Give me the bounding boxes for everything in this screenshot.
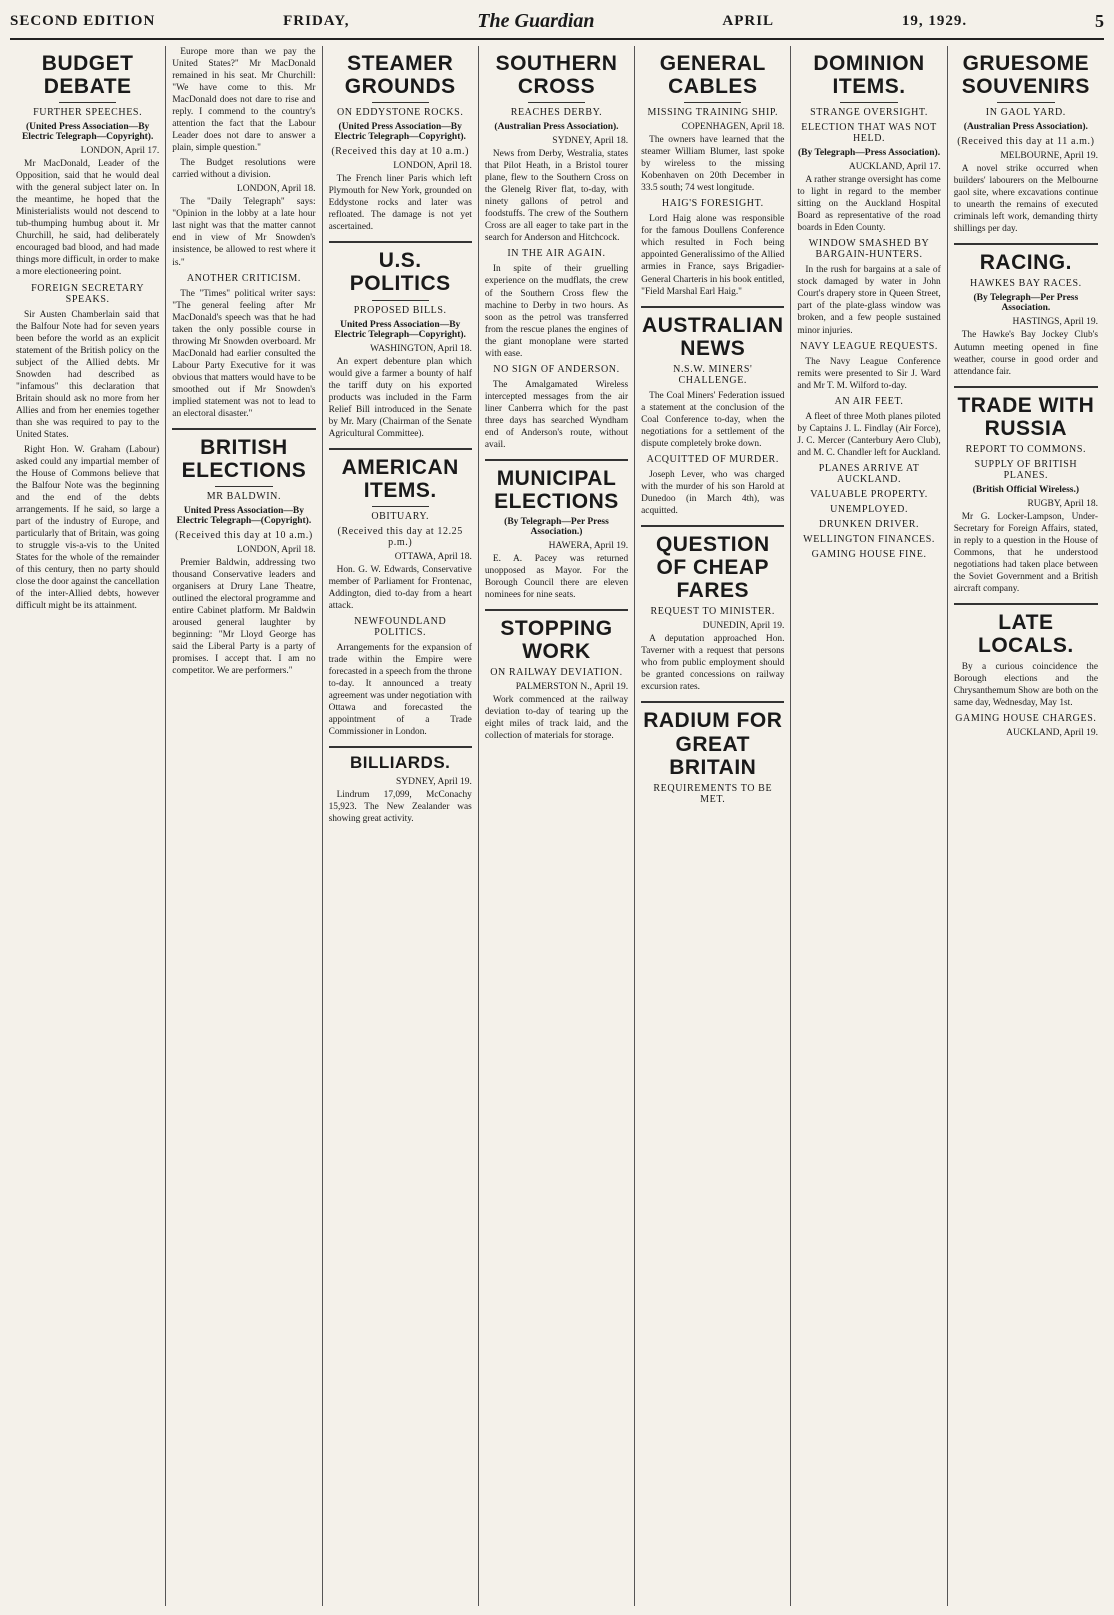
dateline: LONDON, April 18. [393,161,472,172]
dateline: HASTINGS, April 19. [1012,317,1098,328]
source-line: United Press Association—By Electric Telegraph—Copyright). [334,319,466,340]
article-paragraph: An expert debenture plan which would give a farmer a bounty of half the tariff duty on his exported products was included in the Farm Relief Bill introduced in the Senate by Mr. Mary (Chairman of the Senate Agricultural Committee). [328,356,472,439]
article-paragraph: The Navy League Conference remits were presented to Sir J. Ward and Mr T. M. Wilford to-day. [797,356,941,391]
divider [372,506,429,507]
dateline: SYDNEY, April 19. [396,777,472,787]
subheading: ELECTION THAT WAS NOT HELD. [801,122,937,145]
article-paragraph: A novel strike occurred when builders' labourers on the Melbourne gaol site, where excavations continue to unearth the remains of executed criminals left work, demanding thirty shillings per day. [953,164,1098,235]
headline-stopping-work: STOPPING WORK [500,617,613,664]
month-label: APRIL [722,12,775,29]
article-paragraph: Lord Haig alone was responsible for the famous Doullens Conference which resulted in Foch being appointed Generalissimo of the Allied armies in France, says Brigadier-General Charteris in his book entitled, "Field Marshal Earl Haig." [641,214,785,297]
article-paragraph: E. A. Pacey was returned unopposed as Mayor. For the Borough Council there are eleven nominees for nine seats. [484,554,629,601]
column-1 [10,46,166,1606]
divider [172,428,315,430]
dateline: HAWERA, April 19. [548,541,629,552]
subheading: VALUABLE PROPERTY. [810,488,928,500]
subheading: WINDOW SMASHED BY BARGAIN-HUNTERS. [808,238,930,261]
dateline: RUGBY, April 18. [1027,498,1098,509]
article-paragraph: Arrangements for the expansion of trade within the Empire were forecasted in a speech from the throne to-day. It announced a treaty agreement was under negotiation with Ottawa and forecasted the appointment of a Trade Commissioner in London. [328,643,472,738]
subheading: HAWKES BAY RACES. [969,278,1082,290]
subheading: ON EDDYSTONE ROCKS. [336,107,464,119]
article-paragraph: Joseph Lever, who was charged with the murder of his son Harold at Dunedoo (in March 4th), was acquitted. [641,469,785,516]
dateline: COPENHAGEN, April 18. [681,122,785,133]
article-paragraph: Hon. G. W. Edwards, Conservative member of Parliament for Frontenac, Addington, died to-day from a heart attack. [328,564,472,612]
dateline: WASHINGTON, April 18. [370,343,472,354]
divider [954,386,1098,388]
subheading: REQUEST TO MINISTER. [650,606,776,618]
subheading: IN GAOL YARD. [985,107,1066,119]
source-line: (United Press Association—By Electric Telegraph—Copyright). [21,122,154,143]
dateline: DUNEDIN, April 19. [702,621,785,632]
divider [954,603,1098,605]
columns [10,46,1104,1606]
divider [372,102,429,103]
masthead [10,4,1104,40]
subheading: REQUIREMENTS TO BE MET. [653,782,773,805]
subheading: NO SIGN OF ANDERSON. [493,363,620,375]
headline-southern-cross: SOUTHERN CROSS [495,52,618,99]
subheading: OBITUARY. [371,510,430,522]
column-7 [948,46,1104,1606]
article-paragraph: A fleet of three Moth planes piloted by Captains J. L. Findlay (Air Force), J. C. Mercer (Canterbury Aero Club), and M. C. Chandler left for Auckland. [797,411,941,458]
article-paragraph: Right Hon. W. Graham (Labour) asked could any impartial member of the House of Commons believe that the Balfour Note was the beginning and the end of the debts arrangements. If he said, so large a part of the industry of Europe, and particularly that of Britain, was going to struggle vis-a-vis to the United States for the whole of the remainder of this century, then no party should close the door against the cancellation of the inter-Allied debts, however difficult might be its attainment. [16,444,160,612]
subheading: NAVY LEAGUE REQUESTS. [800,340,938,352]
source-line: (Australian Press Association). [963,122,1088,133]
divider [215,486,272,487]
dateline: LONDON, April 18. [236,545,316,556]
headline-british-elections: BRITISH ELECTIONS [181,435,307,482]
column-2 [166,46,322,1606]
source-line: (By Telegraph—Per Press Association.) [504,517,609,538]
subheading: FURTHER SPEECHES. [33,107,143,119]
source-line: (United Press Association—By Electric Telegraph—Copyright). [334,122,466,143]
headline-us-politics: U.S. POLITICS [349,249,451,296]
subheading: GAMING HOUSE FINE. [811,548,927,560]
article-paragraph: Sir Austen Chamberlain said that the Balfour Note had for seven years been before the world as an explicit statement of the British policy on the subject of the Allied debts. Mr Snowden had described as "infamous" this declaration that Britain should ask no more from her Allies and from her enemies together than she was required to pay to the United States. [16,309,160,440]
subheading: PROPOSED BILLS. [353,304,447,316]
subheading: DRUNKEN DRIVER. [819,518,920,530]
divider [641,701,784,703]
date-label: 19, 1929. [901,12,968,29]
column-3 [323,46,479,1606]
subheading: MISSING TRAINING SHIP. [647,107,779,119]
headline-billiards: BILLIARDS. [350,753,451,773]
subheading: REPORT TO COMMONS. [965,443,1087,455]
divider [684,102,741,103]
headline-dominion-items: DOMINION ITEMS. [813,52,925,99]
article-paragraph: The Coal Miners' Federation issued a statement at the conclusion of the Coal Conference to-day, when the negotiations for a settlement of the dispute completely broke down. [641,390,785,449]
article-paragraph: Lindrum 17,099, McConachy 15,923. The New Zealander was showing great activity. [328,790,472,825]
subheading: ON RAILWAY DEVIATION. [490,667,623,679]
headline-municipal-elections: MUNICIPAL ELECTIONS [494,466,619,513]
headline-budget-debate: BUDGET DEBATE [41,52,134,99]
dateline: AUCKLAND, April 19. [1006,728,1098,739]
headline-late-locals: LATE LOCALS. [978,611,1074,658]
column-5 [635,46,791,1606]
divider [372,300,429,301]
article-paragraph: Premier Baldwin, addressing two thousand Conservative leaders and organisers at Drury Lane Theatre, outlined the electoral programme and entire Cabinet platform. Mr Baldwin aroused general laughter by beginning: "Mr Lloyd George has said the Liberal Party is a party of promises. I accept that. I am no competitor. We are performers." [172,558,316,677]
dateline: OTTAWA, April 18. [394,551,472,562]
edition-label: SECOND EDITION [10,12,156,29]
article-paragraph: Mr MacDonald, Leader of the Opposition, said that he would deal with the general subject later on. In the meantime, he hoped that the Ministerialists would not descend to tub-thumping humbug about it. Mr Churchill, he said, had deliberately encouraged bad blood, and had made things more difficult, in order to make a more electioneering point. [16,159,160,278]
divider [485,459,628,461]
received-line: (Received this day at 11 a.m.) [957,136,1095,148]
page-number: 5 [1095,10,1104,31]
subheading: ACQUITTED OF MURDER. [646,453,779,465]
dateline: LONDON, April 18. [236,184,316,195]
subheading: REACHES DERBY. [510,107,603,119]
article-paragraph: The Budget resolutions were carried without a division. [172,158,316,181]
headline-australian-news: AUSTRALIAN NEWS [642,313,784,360]
divider [485,609,628,611]
headline-gruesome-souvenirs: GRUESOME SOUVENIRS [961,52,1090,99]
subheading: WELLINGTON FINANCES. [803,533,935,545]
headline-trade-with-russia: TRADE WITH RUSSIA [957,393,1095,440]
subheading: N.S.W. MINERS' CHALLENGE. [673,363,753,386]
subheading: HAIG'S FORESIGHT. [661,198,764,210]
article-paragraph: A rather strange oversight has come to light in regard to the member sitting on the Auckland Hospital Board as representative of the road boards in Eden County. [797,175,941,234]
subheading: GAMING HOUSE CHARGES. [955,713,1097,725]
subheading: AN AIR FEET. [834,395,904,407]
received-line: (Received this day at 10 a.m.) [175,530,313,542]
divider [641,306,784,308]
source-line: (By Telegraph—Per Press Association. [973,293,1079,314]
headline-steamer-grounds: STEAMER GROUNDS [344,52,456,99]
headline-racing: RACING. [979,251,1072,275]
source-line: (Australian Press Association). [494,122,619,133]
article-paragraph: Work commenced at the railway deviation to-day of tearing up the eight miles of track laid, and the collection of materials for storage. [484,695,629,742]
article-paragraph: The Hawke's Bay Jockey Club's Autumn meeting opened in fine weather, course in good order and attendance fair. [953,330,1098,377]
divider [59,102,116,103]
newspaper-title: The Guardian [477,9,595,32]
subheading: FOREIGN SECRETARY SPEAKS. [31,282,145,305]
headline-cheap-fares: QUESTION OF CHEAP FARES [655,533,770,603]
column-6 [791,46,947,1606]
article-paragraph: The French liner Paris which left Plymouth for New York, grounded on Eddystone rocks and later was refloated. The damage is not yet ascertained. [328,174,472,233]
headline-general-cables: GENERAL CABLES [659,52,766,99]
article-paragraph: Europe more than we pay the United States?" Mr MacDonald remained in his seat. Mr Churchill: "We have come to this. Mr MacDonald does not dare to rise and reply. I commend to the country's attention the fact that the Labour Leader does not dare to answer a plain, simple question." [172,47,316,154]
received-line: (Received this day at 12.25 p.m.) [337,525,463,548]
divider [641,525,784,527]
divider [528,102,585,103]
divider [329,746,472,748]
dateline: MELBOURNE, April 19. [1000,151,1098,162]
subheading: MR BALDWIN. [206,491,282,503]
article-paragraph: In spite of their gruelling experience on the mudflats, the crew of the Southern Cross flew the machine to Derby in two hours. As soon as the petrol was transferred from the rescue planes the engines of the giant monoplane were started with ease. [484,264,629,359]
dateline: LONDON, April 17. [80,146,160,157]
column-4 [479,46,635,1606]
day-label: FRIDAY, [283,12,350,29]
subheading: UNEMPLOYED. [830,503,909,515]
dateline: SYDNEY, April 18. [552,136,629,147]
subheading: SUPPLY OF BRITISH PLANES. [974,458,1078,481]
divider [954,243,1098,245]
received-line: (Received this day at 10 a.m.) [331,146,470,158]
divider [840,102,897,103]
headline-radium: RADIUM FOR GREAT BRITAIN [643,709,783,779]
article-paragraph: News from Derby, Westralia, states that Pilot Heath, in a Bristol tourer plane, flew to the Southern Cross on the Glenelg River flat, to-day, with ninety gallons of petrol and foodstuffs. The crew of the Southern Cross are all eager to take part in the search for Anderson and Hitchcock. [484,149,629,244]
divider [329,241,472,243]
article-paragraph: The owners have learned that the steamer William Blumer, last spoke by wireless to the missing Kobenhaven on 20th December in 33.5 south; 74 west longitude. [641,135,785,194]
subheading: NEWFOUNDLAND POLITICS. [354,616,447,639]
article-paragraph: By a curious coincidence the Borough elections and the Chrysanthemum Show are both on the same day, Wednesday, May 1st. [953,662,1098,709]
article-paragraph: Mr G. Locker-Lampson, Under-Secretary for Foreign Affairs, stated, in reply to a question in the House of Commons, that he understood negotiations had taken place between the Soviet Government and a British aircraft company. [953,511,1098,594]
headline-american-items: AMERICAN ITEMS. [341,455,459,502]
subheading: STRANGE OVERSIGHT. [810,107,928,119]
article-paragraph: In the rush for bargains at a sale of stock damaged by water in John Court's drapery store in Queen Street, part of the plate-glass window was broken, and a few people sustained minor injuries. [797,265,941,336]
divider [997,102,1055,103]
article-paragraph: The Amalgamated Wireless intercepted messages from the air liner Canberra which for the past three days has searched Wyndham end of Anderson's route, without avail. [484,379,629,450]
article-paragraph: The "Times" political writer says: "The general feeling after Mr MacDonald's speech was that he had taken the only possible course in throwing Mr Snowden overboard. Mr MacDonald had earlier consulted the Labour Party Executive for it was obvious that matters would have to be smoothed out if Mr Snowden's implied statement was not to lead to an electoral disaster." [172,288,316,419]
subheading: PLANES ARRIVE AT AUCKLAND. [818,462,920,485]
subheading: ANOTHER CRITICISM. [186,272,301,284]
source-line: (British Official Wireless.) [972,484,1080,495]
subheading: IN THE AIR AGAIN. [507,248,606,260]
dateline: PALMERSTON N., April 19. [515,682,629,693]
source-line: United Press Association—By Electric Telegraph—(Copyright). [176,506,312,527]
dateline: AUCKLAND, April 17. [848,162,941,173]
article-paragraph: The "Daily Telegraph" says: "Opinion in the lobby at a late hour last night was that the matter cannot end in view of Mr Snowden's insistence, be allowed to rest where it is." [172,197,316,268]
source-line: (By Telegraph—Press Association). [798,148,941,159]
divider [329,448,472,450]
article-paragraph: A deputation approached Hon. Taverner with a request that persons who from public employment should be granted concessions on railway excursion rates. [641,634,785,693]
